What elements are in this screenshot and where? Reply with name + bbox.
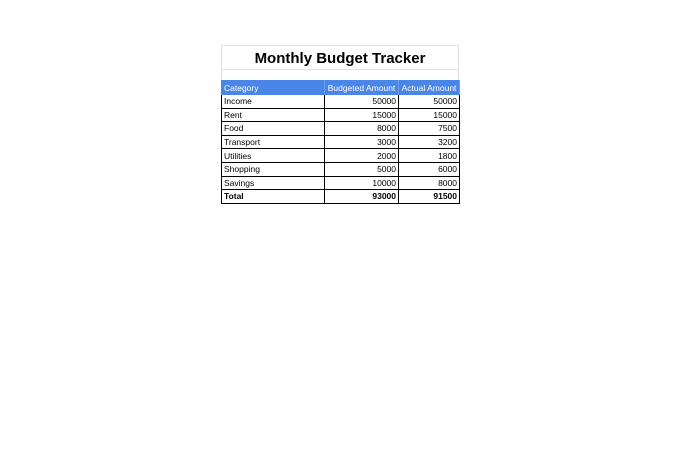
table-row xyxy=(222,95,460,109)
category-cell[interactable]: Transport xyxy=(222,135,325,149)
category-cell[interactable]: Income xyxy=(222,95,325,109)
table-row xyxy=(222,149,460,163)
header-budgeted-amount[interactable]: Budgeted Amount xyxy=(325,81,399,95)
actual-cell[interactable]: 7500 xyxy=(399,122,460,136)
budget-sheet xyxy=(221,45,459,204)
table-row xyxy=(222,135,460,149)
table-row xyxy=(222,122,460,136)
total-row xyxy=(222,190,460,204)
actual-cell[interactable]: 3200 xyxy=(399,135,460,149)
category-cell[interactable]: Food xyxy=(222,122,325,136)
actual-cell[interactable]: 15000 xyxy=(399,108,460,122)
budgeted-cell[interactable]: 15000 xyxy=(325,108,399,122)
budgeted-cell[interactable]: 8000 xyxy=(325,122,399,136)
budgeted-cell[interactable]: 2000 xyxy=(325,149,399,163)
actual-cell[interactable]: 50000 xyxy=(399,95,460,109)
budgeted-cell[interactable]: 50000 xyxy=(325,95,399,109)
total-budgeted-cell[interactable]: 93000 xyxy=(325,190,399,204)
budget-table xyxy=(221,80,460,204)
table-row xyxy=(222,176,460,190)
header-category[interactable]: Category xyxy=(222,81,325,95)
actual-cell[interactable]: 8000 xyxy=(399,176,460,190)
table-row xyxy=(222,162,460,176)
category-cell[interactable]: Utilities xyxy=(222,149,325,163)
budgeted-cell[interactable]: 10000 xyxy=(325,176,399,190)
total-label-cell[interactable]: Total xyxy=(222,190,325,204)
header-row xyxy=(222,81,460,95)
category-cell[interactable]: Shopping xyxy=(222,162,325,176)
empty-row[interactable] xyxy=(221,69,459,80)
category-cell[interactable]: Savings xyxy=(222,176,325,190)
budgeted-cell[interactable]: 3000 xyxy=(325,135,399,149)
header-actual-amount[interactable]: Actual Amount xyxy=(399,81,460,95)
actual-cell[interactable]: 6000 xyxy=(399,162,460,176)
table-row xyxy=(222,108,460,122)
sheet-title[interactable]: Monthly Budget Tracker xyxy=(221,45,459,69)
total-actual-cell[interactable]: 91500 xyxy=(399,190,460,204)
category-cell[interactable]: Rent xyxy=(222,108,325,122)
actual-cell[interactable]: 1800 xyxy=(399,149,460,163)
budgeted-cell[interactable]: 5000 xyxy=(325,162,399,176)
